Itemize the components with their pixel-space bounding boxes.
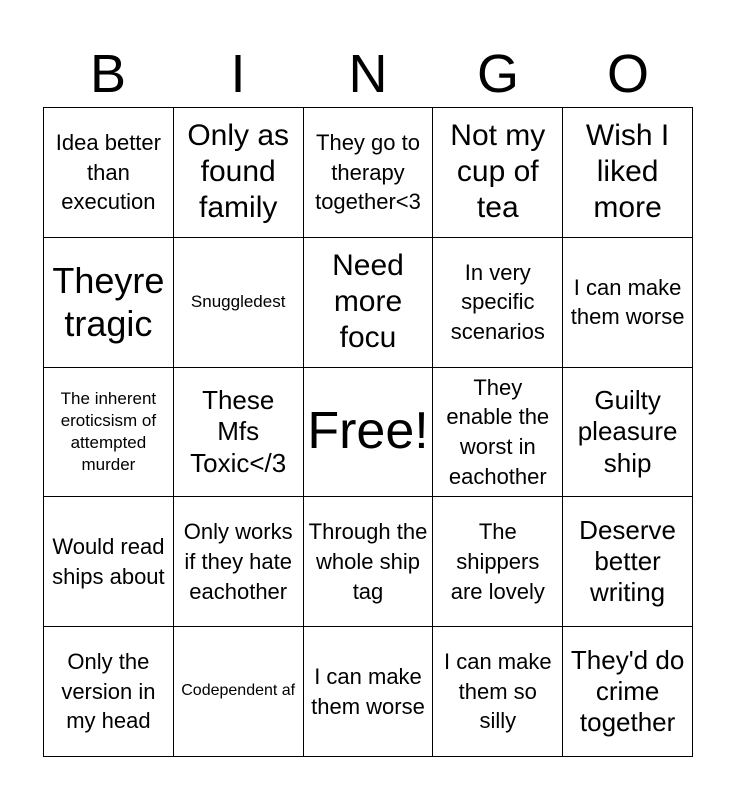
free-space-cell[interactable] bbox=[304, 368, 434, 498]
header-letter-i: I bbox=[230, 44, 246, 104]
bingo-cell[interactable] bbox=[44, 368, 174, 498]
cell-text: Idea better than execution bbox=[55, 129, 161, 215]
header-letter-n: N bbox=[348, 44, 388, 104]
bingo-cell[interactable] bbox=[563, 108, 693, 238]
cell-text: They'd do crime together bbox=[570, 644, 685, 738]
bingo-cell[interactable] bbox=[44, 238, 174, 368]
bingo-cell[interactable] bbox=[44, 497, 174, 627]
cell-text: Theyre tragic bbox=[52, 260, 165, 345]
cell-text: Need more focu bbox=[332, 249, 404, 355]
cell-text: I can make them so silly bbox=[443, 649, 552, 734]
bingo-cell[interactable] bbox=[304, 497, 434, 627]
cell-text: These Mfs Toxic</3 bbox=[190, 385, 287, 478]
cell-text: I can make them worse bbox=[311, 663, 425, 719]
free-space-text: Free! bbox=[307, 402, 429, 461]
bingo-cell[interactable] bbox=[304, 627, 434, 757]
bingo-board bbox=[43, 107, 693, 757]
header-letter-g: G bbox=[476, 44, 519, 104]
bingo-cell[interactable] bbox=[433, 497, 563, 627]
bingo-cell[interactable] bbox=[433, 368, 563, 498]
bingo-cell[interactable] bbox=[563, 627, 693, 757]
cell-text: They enable the worst in eachother bbox=[446, 374, 550, 489]
cell-text: Codependent af bbox=[181, 682, 296, 700]
cell-text: Would read ships about bbox=[52, 534, 165, 589]
cell-text: Deserve better writing bbox=[579, 515, 676, 608]
cell-text: I can make them worse bbox=[570, 274, 685, 330]
cell-text: The shippers are lovely bbox=[450, 519, 545, 604]
bingo-cell[interactable] bbox=[304, 238, 434, 368]
bingo-cell[interactable] bbox=[174, 108, 304, 238]
bingo-cell[interactable] bbox=[563, 497, 693, 627]
bingo-cell[interactable] bbox=[563, 238, 693, 368]
bingo-cell[interactable] bbox=[304, 108, 434, 238]
bingo-cell[interactable] bbox=[563, 368, 693, 498]
cell-text: Snuggledest bbox=[190, 292, 286, 312]
cell-text: The inherent eroticsism of attempted murder bbox=[60, 388, 157, 475]
bingo-cell[interactable] bbox=[174, 238, 304, 368]
bingo-cell[interactable] bbox=[174, 368, 304, 498]
bingo-cell[interactable] bbox=[44, 627, 174, 757]
cell-text: Guilty pleasure ship bbox=[577, 385, 678, 478]
cell-text: Not my cup of tea bbox=[450, 119, 546, 225]
cell-text: Only the version in my head bbox=[61, 649, 156, 734]
cell-text: Only works if they hate eachother bbox=[183, 519, 293, 604]
bingo-cell[interactable] bbox=[433, 627, 563, 757]
bingo-cell[interactable] bbox=[433, 238, 563, 368]
bingo-cell[interactable] bbox=[174, 627, 304, 757]
cell-text: In very specific scenarios bbox=[450, 259, 545, 345]
bingo-cell[interactable] bbox=[433, 108, 563, 238]
bingo-cell[interactable] bbox=[174, 497, 304, 627]
bingo-cell[interactable] bbox=[44, 108, 174, 238]
cell-text: Only as found family bbox=[187, 119, 290, 225]
header-letter-o: O bbox=[606, 44, 649, 104]
cell-text: Through the whole ship tag bbox=[308, 519, 428, 604]
cell-text: Wish I liked more bbox=[585, 119, 670, 225]
header-letter-b: B bbox=[89, 44, 127, 104]
bingo-header bbox=[43, 40, 693, 108]
cell-text: They go to therapy together<3 bbox=[315, 129, 421, 215]
